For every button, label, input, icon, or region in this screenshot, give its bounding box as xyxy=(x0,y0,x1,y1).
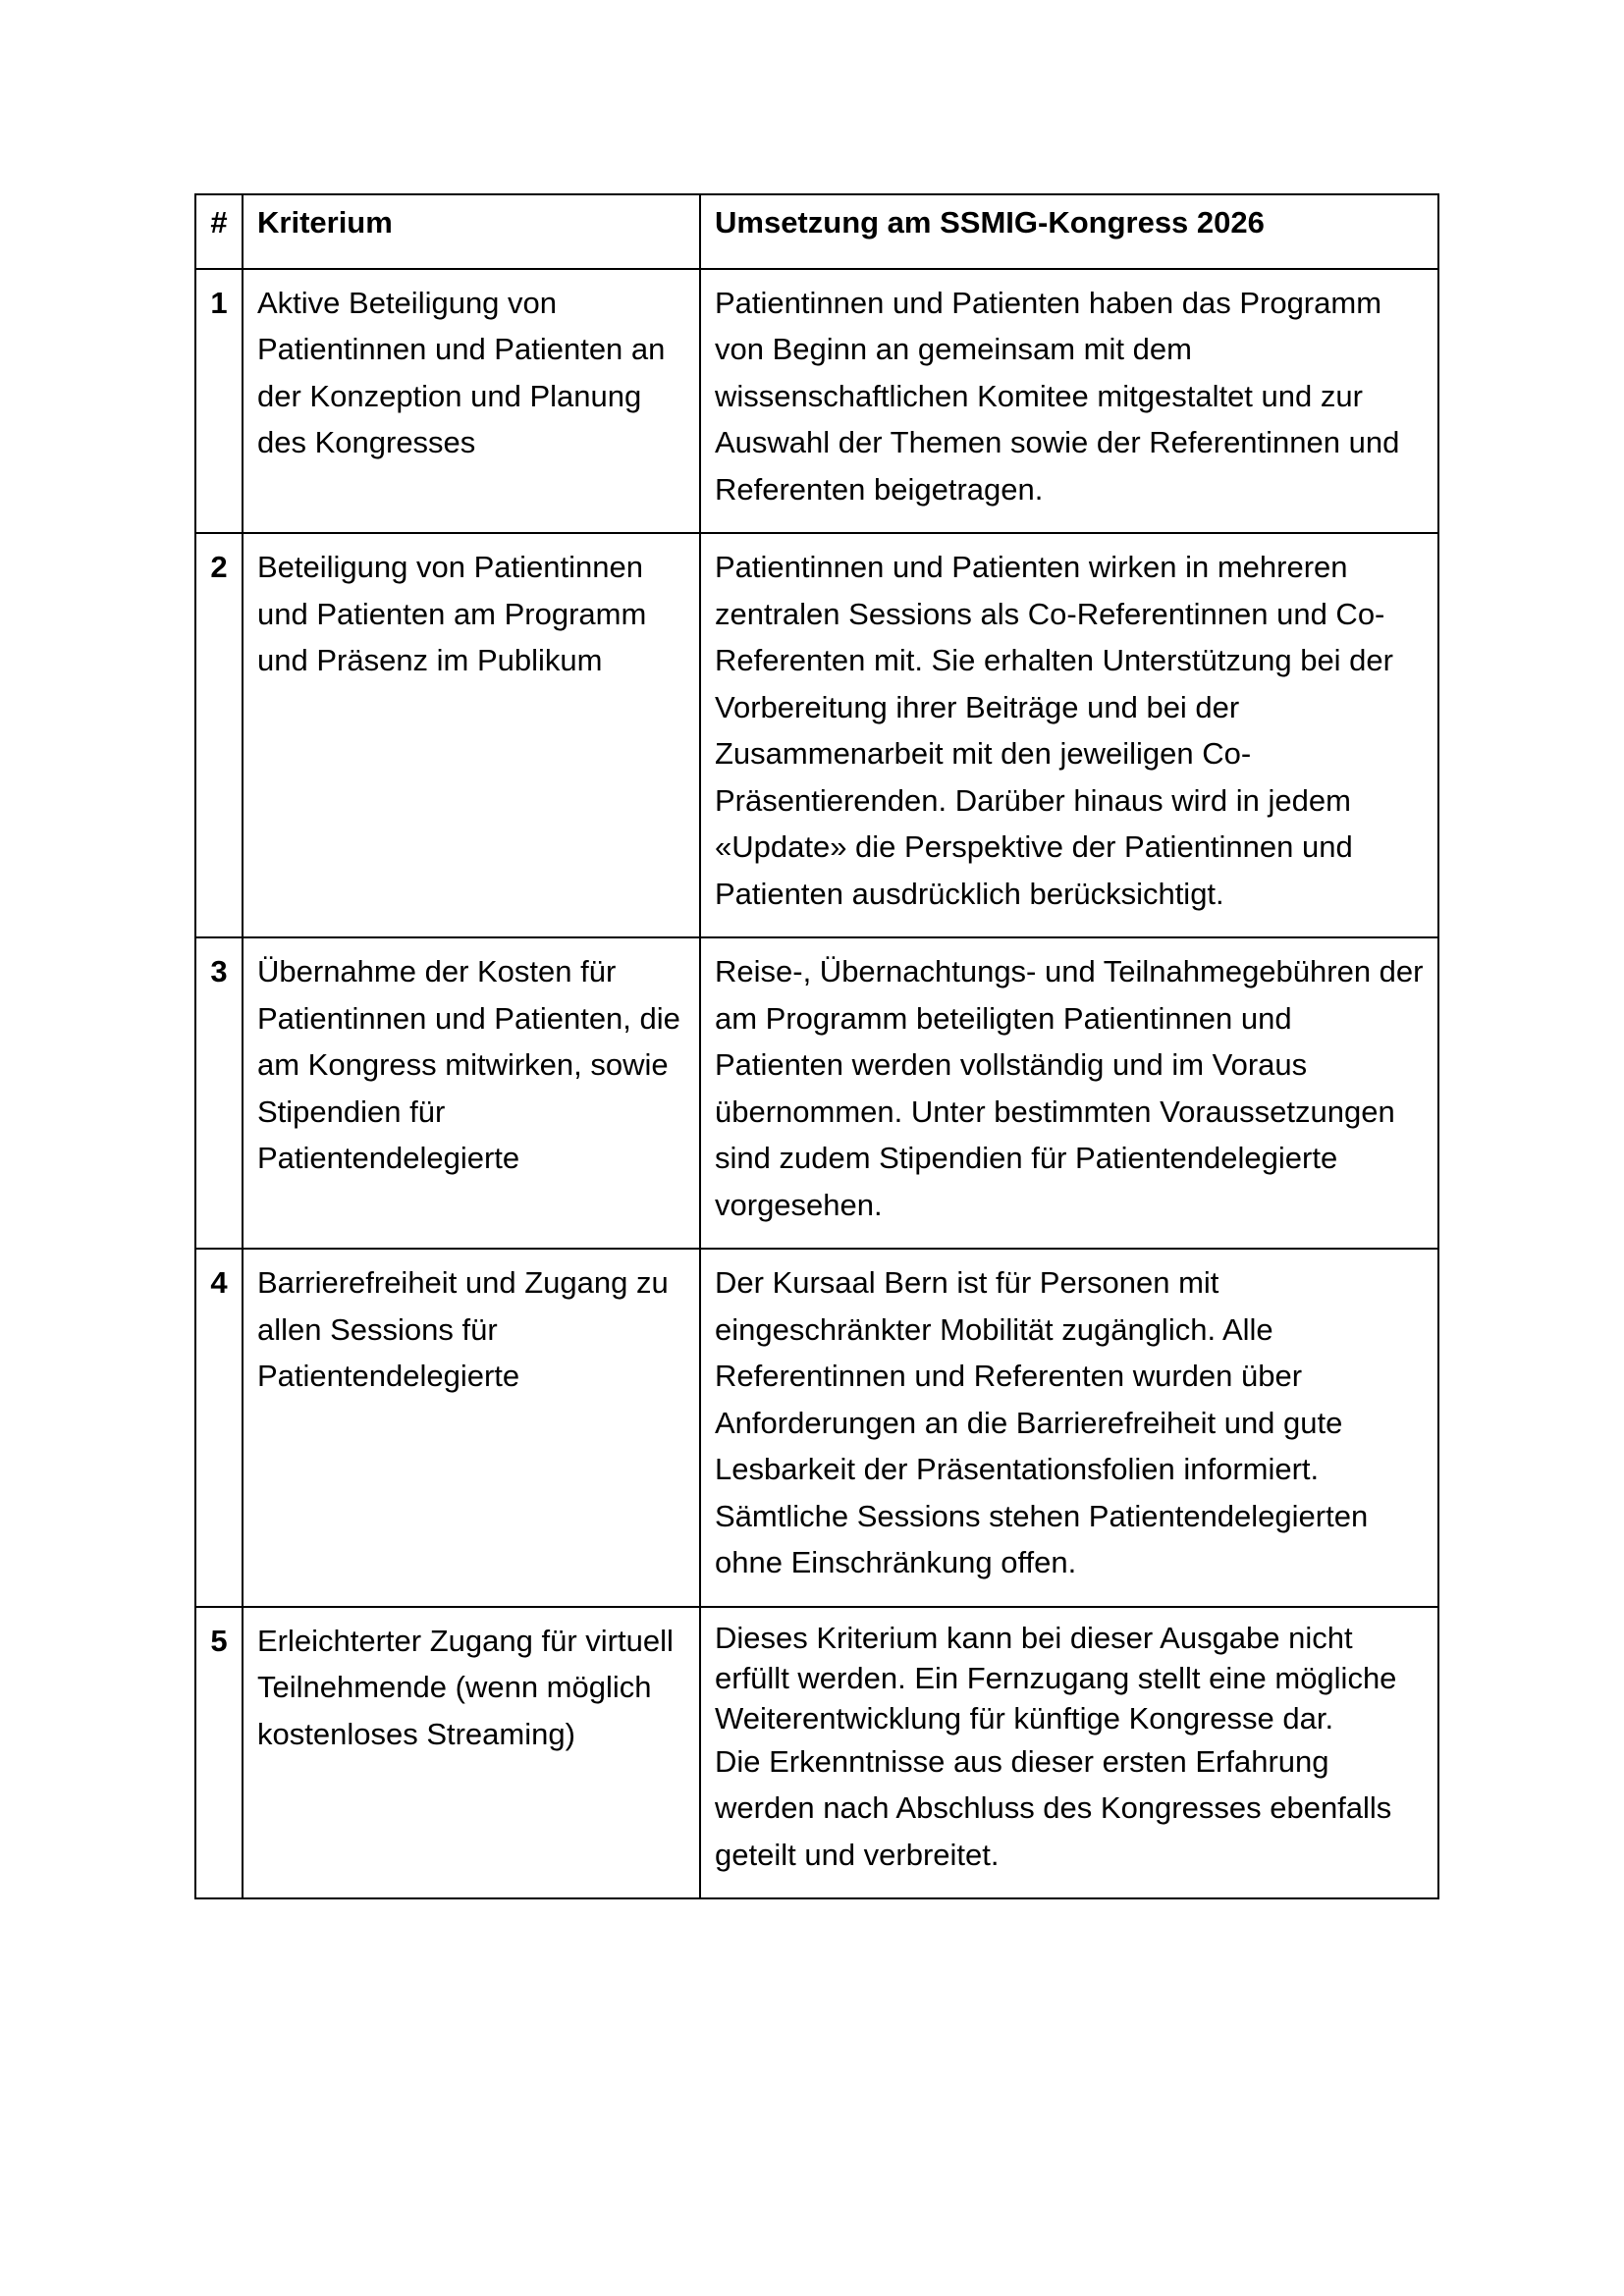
row-criterion: Erleichterter Zugang für virtuell Teilnehmende (wenn möglich kostenloses Streaming) xyxy=(243,1607,700,1899)
row-number: 5 xyxy=(195,1607,243,1899)
table-row xyxy=(195,1249,1438,1607)
row-implementation: Dieses Kriterium kann bei dieser Ausgabe nicht erfüllt werden. Ein Fernzugang stellt eine mögliche Weiterentwicklung für künftige Kongresse dar. xyxy=(715,1620,1397,1735)
table-header-row xyxy=(195,194,1438,269)
row-criterion: Beteiligung von Patientinnen und Patienten am Programm und Präsenz im Publikum xyxy=(243,533,700,937)
table-row xyxy=(195,937,1438,1249)
row-implementation: Patientinnen und Patienten haben das Programm von Beginn an gemeinsam mit dem wissenschaftlichen Komitee mitgestaltet und zur Auswahl der Themen sowie der Referentinnen und Referenten beigetragen. xyxy=(700,269,1438,534)
row-criterion: Barrierefreiheit und Zugang zu allen Sessions für Patientendelegierte xyxy=(243,1249,700,1607)
header-number: # xyxy=(195,194,243,269)
header-implementation: Umsetzung am SSMIG-Kongress 2026 xyxy=(700,194,1438,269)
row-number: 4 xyxy=(195,1249,243,1607)
table-row xyxy=(195,1607,1438,1899)
row-criterion: Aktive Beteiligung von Patientinnen und Patienten an der Konzeption und Planung des Kongresses xyxy=(243,269,700,534)
table-row xyxy=(195,269,1438,534)
row-criterion: Übernahme der Kosten für Patientinnen und Patienten, die am Kongress mitwirken, sowie Stipendien für Patientendelegierte xyxy=(243,937,700,1249)
table-row xyxy=(195,533,1438,937)
row-implementation: Der Kursaal Bern ist für Personen mit eingeschränkter Mobilität zugänglich. Alle Referentinnen und Referenten wurden über Anforderungen an die Barrierefreiheit und gute Lesbarkeit der Präsentationsfolien informiert. Sämtliche Sessions stehen Patientendelegierten ohne Einschränkung offen. xyxy=(700,1249,1438,1607)
row-number: 3 xyxy=(195,937,243,1249)
row-implementation-extra: Die Erkenntnisse aus dieser ersten Erfahrung werden nach Abschluss des Kongresses ebenfalls geteilt und verbreitet. xyxy=(715,1743,1392,1872)
row-implementation: Reise-, Übernachtungs- und Teilnahmegebühren der am Programm beteiligten Patientinnen und Patienten werden vollständig und im Voraus übernommen. Unter bestimmten Voraussetzungen sind zudem Stipendien für Patientendelegierte vorgesehen. xyxy=(700,937,1438,1249)
row-number: 1 xyxy=(195,269,243,534)
row-implementation-cell xyxy=(700,1607,1438,1899)
row-implementation: Patientinnen und Patienten wirken in mehreren zentralen Sessions als Co-Referentinnen und Co-Referenten mit. Sie erhalten Unterstützung bei der Vorbereitung ihrer Beiträge und bei der Zusammenarbeit mit den jeweiligen Co-Präsentierenden. Darüber hinaus wird in jedem «Update» die Perspektive der Patientinnen und Patienten ausdrücklich berücksichtigt. xyxy=(700,533,1438,937)
row-number: 2 xyxy=(195,533,243,937)
criteria-table xyxy=(194,193,1439,1899)
header-criterion: Kriterium xyxy=(243,194,700,269)
